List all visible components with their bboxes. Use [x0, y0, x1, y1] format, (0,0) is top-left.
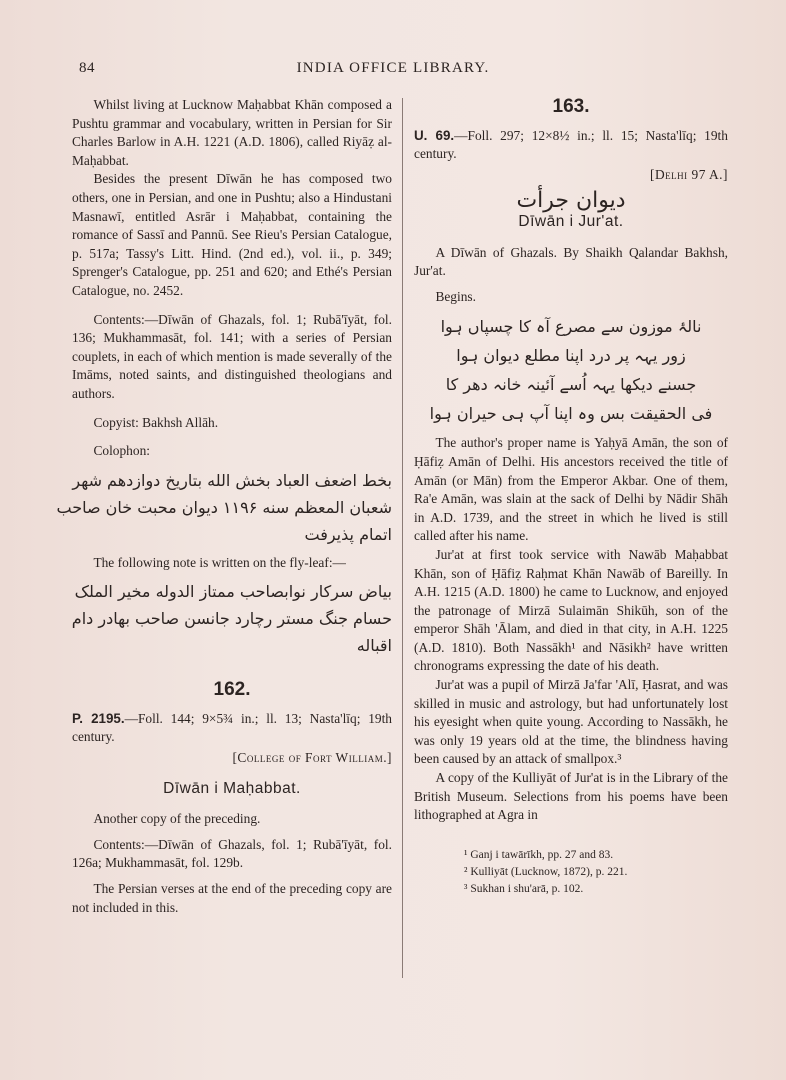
- entry-number-163: 163.: [552, 96, 590, 117]
- page-number: 84: [79, 60, 95, 76]
- copyist-line: Copyist: Bakhsh Allāh.: [93, 414, 219, 430]
- flyleaf-text: [72, 578, 392, 659]
- verse-line: نالۂ موزون سے مصرع آہ کا چسپاں ہوا: [440, 317, 702, 337]
- paragraph: The Persian verses at the end of the preceding copy are not included in this.: [72, 881, 392, 915]
- opening-verses: [414, 312, 728, 428]
- paragraph: Jur'at at first took service with Nawāb Maḥabbat Khān, son of Ḥāfiẓ Raḥmat Khān Nawāb of Bareilly. In A.H. 1215 (A.D. 1800) he came to Lucknow, and enjoyed the patronage of Mirzā Sulaimān Shikūh, son of the emperor Shāh 'Ālam, and died in that city, in A.H. 1225 (A.D. 1810). Both Nassākh¹ and Nāsikh² have written chronograms expressing the date of his death.: [414, 546, 728, 674]
- persian-title: دیوان جرأت: [516, 188, 626, 214]
- work-title: Dīwān i Jur'at.: [518, 212, 624, 230]
- contents-paragraph: Contents:—Dīwān of Ghazals, fol. 1; Rubā'īyāt, fol. 136; Mukhammasāt, fol. 141; with a series of Persian couplets, in each of which mention is made severally of the Imāms, noted saints, and distinguished theologians and authors.: [72, 311, 392, 401]
- flyleaf-line: بیاض سرکار نوابصاحب ممتاز الدوله مخیر الملک: [74, 582, 392, 602]
- colophon-text: [56, 467, 392, 548]
- shelfmark: P. 2195.: [72, 710, 125, 726]
- flyleaf-line: حسام جنگ مستر رچارد جانسن صاحب بهادر دام: [71, 609, 392, 629]
- footnotes: [414, 847, 728, 898]
- shelfmark: U. 69.: [414, 127, 455, 143]
- verse-line: جسنے دیکھا یہہ اُسے آئینہ خانہ دھر کا: [445, 375, 697, 395]
- manuscript-description: [72, 710, 392, 747]
- physical-description: —Foll. 297; 12×8½ in.; ll. 15; Nasta'līq; 19th century.: [414, 127, 728, 162]
- paragraph: A copy of the Kulliyāt of Jur'at is in the Library of the British Museum. Selections from his poems have been lithographed at Agra in: [414, 770, 728, 823]
- footnote: ¹ Ganj i tawārīkh, pp. 27 and 83.: [464, 848, 614, 861]
- right-column: [414, 96, 728, 898]
- footnote: ² Kulliyāt (Lucknow, 1872), p. 221.: [464, 865, 628, 878]
- verse-line: زور یہہ پر درد اپنا مطلع دیوان ہوا: [456, 346, 686, 366]
- flyleaf-note-intro: The following note is written on the fly-leaf:—: [93, 554, 346, 570]
- manuscript-description: [414, 127, 728, 164]
- work-title: Dīwān i Maḥabbat.: [163, 779, 301, 797]
- colophon-line: شعبان المعظم سنه ۱۱۹۶ دیوان محبت خان صاحب: [56, 497, 392, 517]
- footnote: ³ Sukhan i shu'arā, p. 102.: [464, 882, 584, 895]
- column-divider: [402, 98, 403, 978]
- running-header: [0, 60, 786, 84]
- left-column: [56, 96, 392, 917]
- colophon-line: اتمام پذیرفت: [304, 524, 392, 544]
- begins-label: Begins.: [435, 288, 476, 304]
- paragraph: Another copy of the preceding.: [93, 811, 261, 827]
- colophon-label: Colophon:: [93, 443, 150, 459]
- running-title: INDIA OFFICE LIBRARY.: [296, 60, 490, 76]
- contents-paragraph: Contents:—Dīwān of Ghazals, fol. 1; Rubā'īyāt, fol. 126a; Mukhammasāt, fol. 129b.: [72, 836, 392, 871]
- paragraph: A Dīwān of Ghazals. By Shaikh Qalandar Bakhsh, Jur'at.: [414, 244, 728, 279]
- paragraph: Besides the present Dīwān he has composed two others, one in Persian, and one in Pushtu; also a Hindustani Masnawī, entitled Asrār i Maḥabbat, containing the romance of Sassī and Pannū. See Rieu's Persian Catalogue, p. 517a; Tassy's Litt. Hind. (2nd ed.), vol. ii., p. 349; Sprenger's Catalogue, pp. 251 and 620; and Ethé's Persian Catalogue, no. 2452.: [72, 171, 392, 298]
- entry-number-162: 162.: [213, 679, 251, 701]
- verse-line: فی الحقیقت بس وہ اپنا آپ ہی حیران ہوا: [429, 404, 713, 424]
- paragraph: Jur'at was a pupil of Mirzā Ja'far 'Alī, Ḥasrat, and was skilled in music and astrology, but had unfortunately lost his eyesight when quite young. According to Nassākh, he was only 19 years old at the time, the blindness having been caused by an attack of smallpox.³: [414, 677, 728, 767]
- flyleaf-line: اقباله: [356, 636, 392, 656]
- physical-description: —Foll. 144; 9×5¾ in.; ll. 13; Nasta'līq; 19th century.: [72, 710, 392, 745]
- provenance: [Delhi 97 A.]: [650, 166, 728, 182]
- colophon-line: بخط اضعف العباد بخش الله بتاریخ دوازدهم شهر: [72, 470, 392, 490]
- provenance: [College of Fort William.]: [232, 750, 392, 766]
- paragraph: Whilst living at Lucknow Maḥabbat Khān composed a Pushtu grammar and vocabulary, written in Persian for Sir Charles Barlow in A.H. 1221 (A.D. 1806), called Riyāẓ al-Maḥabbat.: [72, 97, 392, 168]
- paragraph: The author's proper name is Yaḥyā Amān, the son of Ḥāfiẓ Amān of Delhi. His ancestors received the title of Amān (or Mān) from the Emperor Akbar. One of them, Ra'e Amān, was slain at the sack of Delhi by Nādir Shāh in A.D. 1739, and the street in which he lived is still called after his name.: [414, 435, 728, 544]
